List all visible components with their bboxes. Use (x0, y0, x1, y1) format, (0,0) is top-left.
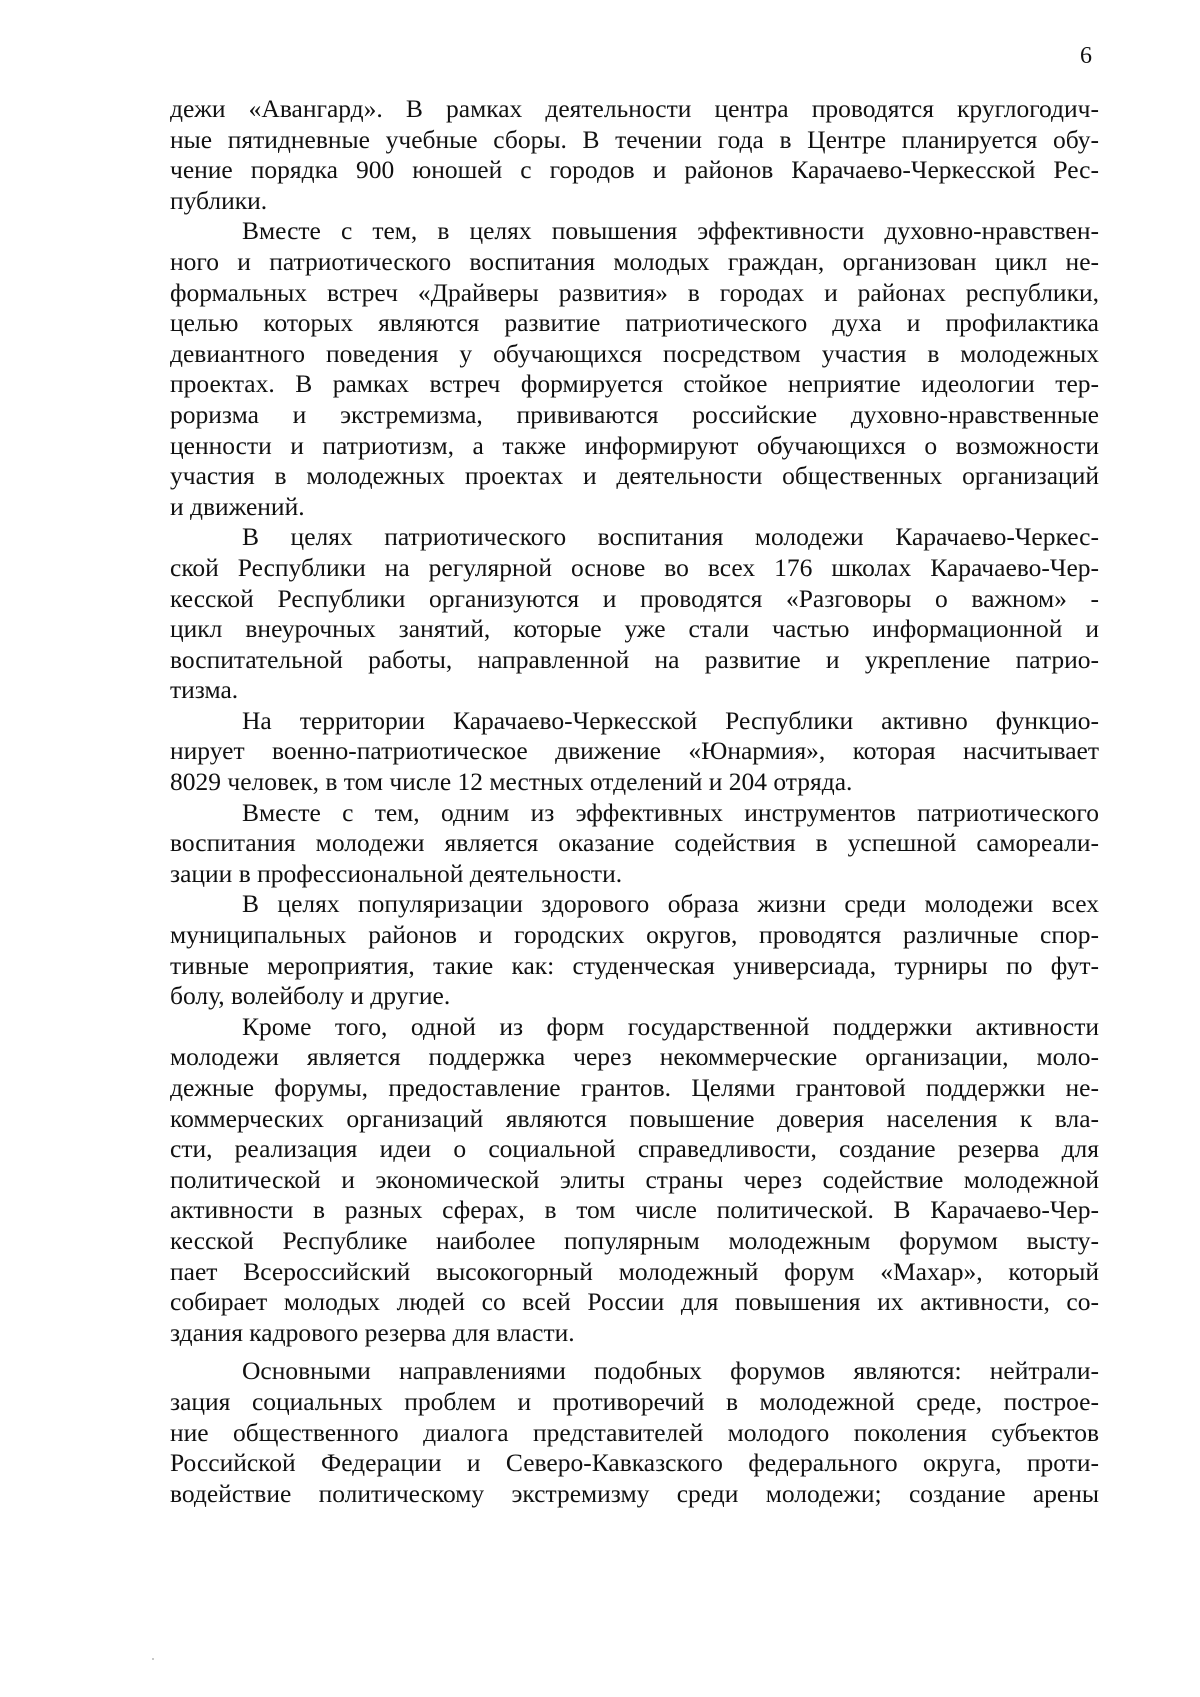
text-line: ценности и патриотизм, а также информируют обучающихся о возможности (170, 430, 1099, 460)
paragraph (170, 216, 1099, 522)
text-line: нирует военно-патриотическое движение «Юнармия», которая насчитывает (170, 736, 1099, 766)
text-line: зация социальных проблем и противоречий в молодежной среде, построе- (170, 1386, 1099, 1416)
text-line: политической и экономической элиты страны через содействие молодежной (170, 1164, 1099, 1194)
text-line: водействие политическому экстремизму среди молодежи; создание арены (170, 1478, 1099, 1508)
text-line: ного и патриотического воспитания молодых граждан, организован цикл не- (170, 246, 1099, 276)
text-line: пает Всероссийский высокогорный молодежный форум «Махар», который (170, 1256, 1099, 1286)
text-line: формальных встреч «Драйверы развития» в городах и районах республики, (170, 277, 1099, 307)
text-line: молодежи является поддержка через некоммерческие организации, моло- (170, 1042, 1099, 1072)
text-line: целью которых являются развитие патриотического духа и профилактика (170, 308, 1099, 338)
text-line: В целях патриотического воспитания молодежи Карачаево-Черкес- (242, 522, 1099, 552)
text-line: Основными направлениями подобных форумов являются: нейтрали- (242, 1356, 1099, 1386)
paragraph (170, 1356, 1099, 1509)
text-line: и движений. (170, 491, 305, 521)
text-line: кесской Республике наиболее популярным молодежным форумом высту- (170, 1225, 1099, 1255)
scan-artifact (152, 1658, 154, 1660)
text-line: кесской Республики организуются и проводятся «Разговоры о важном» - (170, 583, 1099, 613)
text-line: коммерческих организаций являются повышение доверия населения к вла- (170, 1103, 1099, 1133)
text-line: чение порядка 900 юношей с городов и районов Карачаево-Черкесской Рес- (170, 155, 1099, 185)
page-number: 6 (1080, 43, 1092, 69)
document-body (170, 94, 1099, 1509)
text-line: В целях популяризации здорового образа жизни среди молодежи всех (242, 889, 1099, 919)
text-line: проектах. В рамках встреч формируется стойкое неприятие идеологии тер- (170, 369, 1099, 399)
text-line: тизма. (170, 675, 239, 705)
text-line: воспитательной работы, направленной на развитие и укрепление патрио- (170, 644, 1099, 674)
paragraph (170, 706, 1099, 798)
paragraph (170, 798, 1099, 890)
text-line: Вместе с тем, в целях повышения эффективности духовно-нравствен- (242, 216, 1099, 246)
text-line: болу, волейболу и другие. (170, 981, 451, 1011)
text-line: муниципальных районов и городских округов, проводятся различные спор- (170, 920, 1099, 950)
text-line: участия в молодежных проектах и деятельности общественных организаций (170, 461, 1099, 491)
text-line: собирает молодых людей со всей России для повышения их активности, со- (170, 1287, 1099, 1317)
paragraph (170, 522, 1099, 706)
text-line: дежные форумы, предоставление грантов. Целями грантовой поддержки не- (170, 1073, 1099, 1102)
text-line: цикл внеурочных занятий, которые уже стали частью информационной и (170, 614, 1099, 644)
paragraph (170, 94, 1099, 216)
text-line: Российской Федерации и Северо-Кавказского федерального округа, проти- (170, 1448, 1099, 1478)
text-line: 8029 человек, в том числе 12 местных отделений и 204 отряда. (170, 767, 853, 797)
text-line: ние общественного диалога представителей молодого поколения субъектов (170, 1417, 1099, 1447)
text-line: зации в профессиональной деятельности. (170, 858, 623, 888)
text-line: роризма и экстремизма, прививаются российские духовно-нравственные (170, 399, 1099, 429)
text-line: ской Республики на регулярной основе во всех 176 школах Карачаево-Чер- (170, 552, 1099, 582)
text-line: Кроме того, одной из форм государственной поддержки активности (242, 1011, 1099, 1041)
text-line: Вместе с тем, одним из эффективных инструментов патриотического (242, 797, 1099, 827)
text-line: воспитания молодежи является оказание содействия в успешной самореали- (170, 828, 1099, 858)
paragraph (170, 889, 1099, 1011)
text-line: На территории Карачаево-Черкесской Республики активно функцио- (242, 705, 1099, 735)
text-line: здания кадрового резерва для власти. (170, 1317, 575, 1347)
text-line: девиантного поведения у обучающихся посредством участия в молодежных (170, 338, 1099, 368)
text-line: активности в разных сферах, в том числе политической. В Карачаево-Чер- (170, 1195, 1099, 1225)
text-line: ные пятидневные учебные сборы. В течении года в Центре планируется обу- (170, 124, 1099, 154)
text-line: сти, реализация идеи о социальной справедливости, создание резерва для (170, 1134, 1099, 1164)
paragraph (170, 1012, 1099, 1349)
text-line: публики. (170, 185, 268, 215)
text-line: тивные мероприятия, такие как: студенческая универсиада, турниры по фут- (170, 950, 1099, 980)
text-line: дежи «Авангард». В рамках деятельности центра проводятся круглогодич- (170, 94, 1099, 123)
